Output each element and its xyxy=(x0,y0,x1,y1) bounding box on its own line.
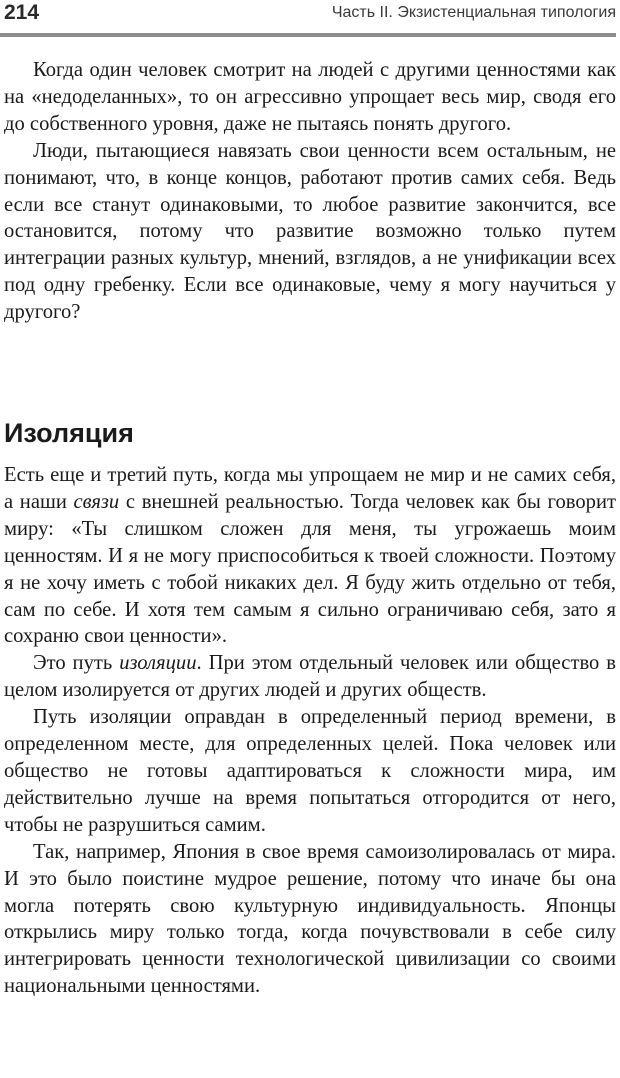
body-text-top xyxy=(4,57,616,326)
paragraph: Так, например, Япония в свое время самоизолировалась от мира. И это было поистине мудрое решение, потому что иначе бы она могла потерять свою культурную индивидуальность. Японцы открылись миру только тогда, когда почувствовали в себе силу интегрировать ценности технологической цивилизации со своими национальными ценностями. xyxy=(4,840,616,998)
paragraph-text: Это путь xyxy=(33,652,120,675)
section-heading: Изоляция xyxy=(4,418,134,448)
paragraph: Люди, пытающиеся навязать свои ценности всем остальным, не понимают, что, в конце концов, работают против самих себя. Ведь если все станут одинаковыми, то любое развитие закончится, все остановится, потому что развитие возможно только путем интеграции разных культур, мнений, взглядов, а не унификации всех под одну гребенку. Если все одинаковые, чему я могу научиться у другого? xyxy=(4,139,616,324)
running-header xyxy=(4,0,616,30)
emphasis-text: изоляции xyxy=(119,652,197,675)
paragraph-text: . При этом отдельный человек или общество в целом изолируется от других людей и других обществ. xyxy=(4,652,616,702)
paragraph-text: с внешней реальностью. Тогда человек как бы говорит миру: «Ты слишком сложен для меня, ты угрожаешь моим ценностям. И я не могу приспособиться к твоей сложности. Поэтому я не хочу иметь с тобой никаких дел. Я буду жить отдельно от тебя, сам по себе. И хотя тем самым я сильно ограничиваю себя, зато я сохраню свои ценности». xyxy=(4,490,616,648)
paragraph: Путь изоляции оправдан в определенный период времени, в определенном месте, для определенных целей. Пока человек или общество не готовы адаптироваться к сложности мира, им действительно лучше на время попытаться отгородится от него, чтобы не разрушиться самим. xyxy=(4,706,616,836)
paragraph-text: Есть еще и третий путь, когда мы упрощаем не мир и не самих себя, а наши xyxy=(4,464,616,513)
paragraph xyxy=(4,462,616,650)
paragraph: Когда один человек смотрит на людей с другими ценностями как на «недоделанных», то он агрессивно упрощает весь мир, сводя его до собственного уровня, даже не пытаясь понять другого. xyxy=(4,59,616,135)
running-title: Часть II. Экзистенциальная типология xyxy=(331,4,616,21)
paragraph xyxy=(4,650,616,704)
emphasis-text: связи xyxy=(73,490,120,513)
body-text-section xyxy=(4,462,616,1000)
header-rule xyxy=(0,33,616,37)
page-number: 214 xyxy=(4,1,40,24)
